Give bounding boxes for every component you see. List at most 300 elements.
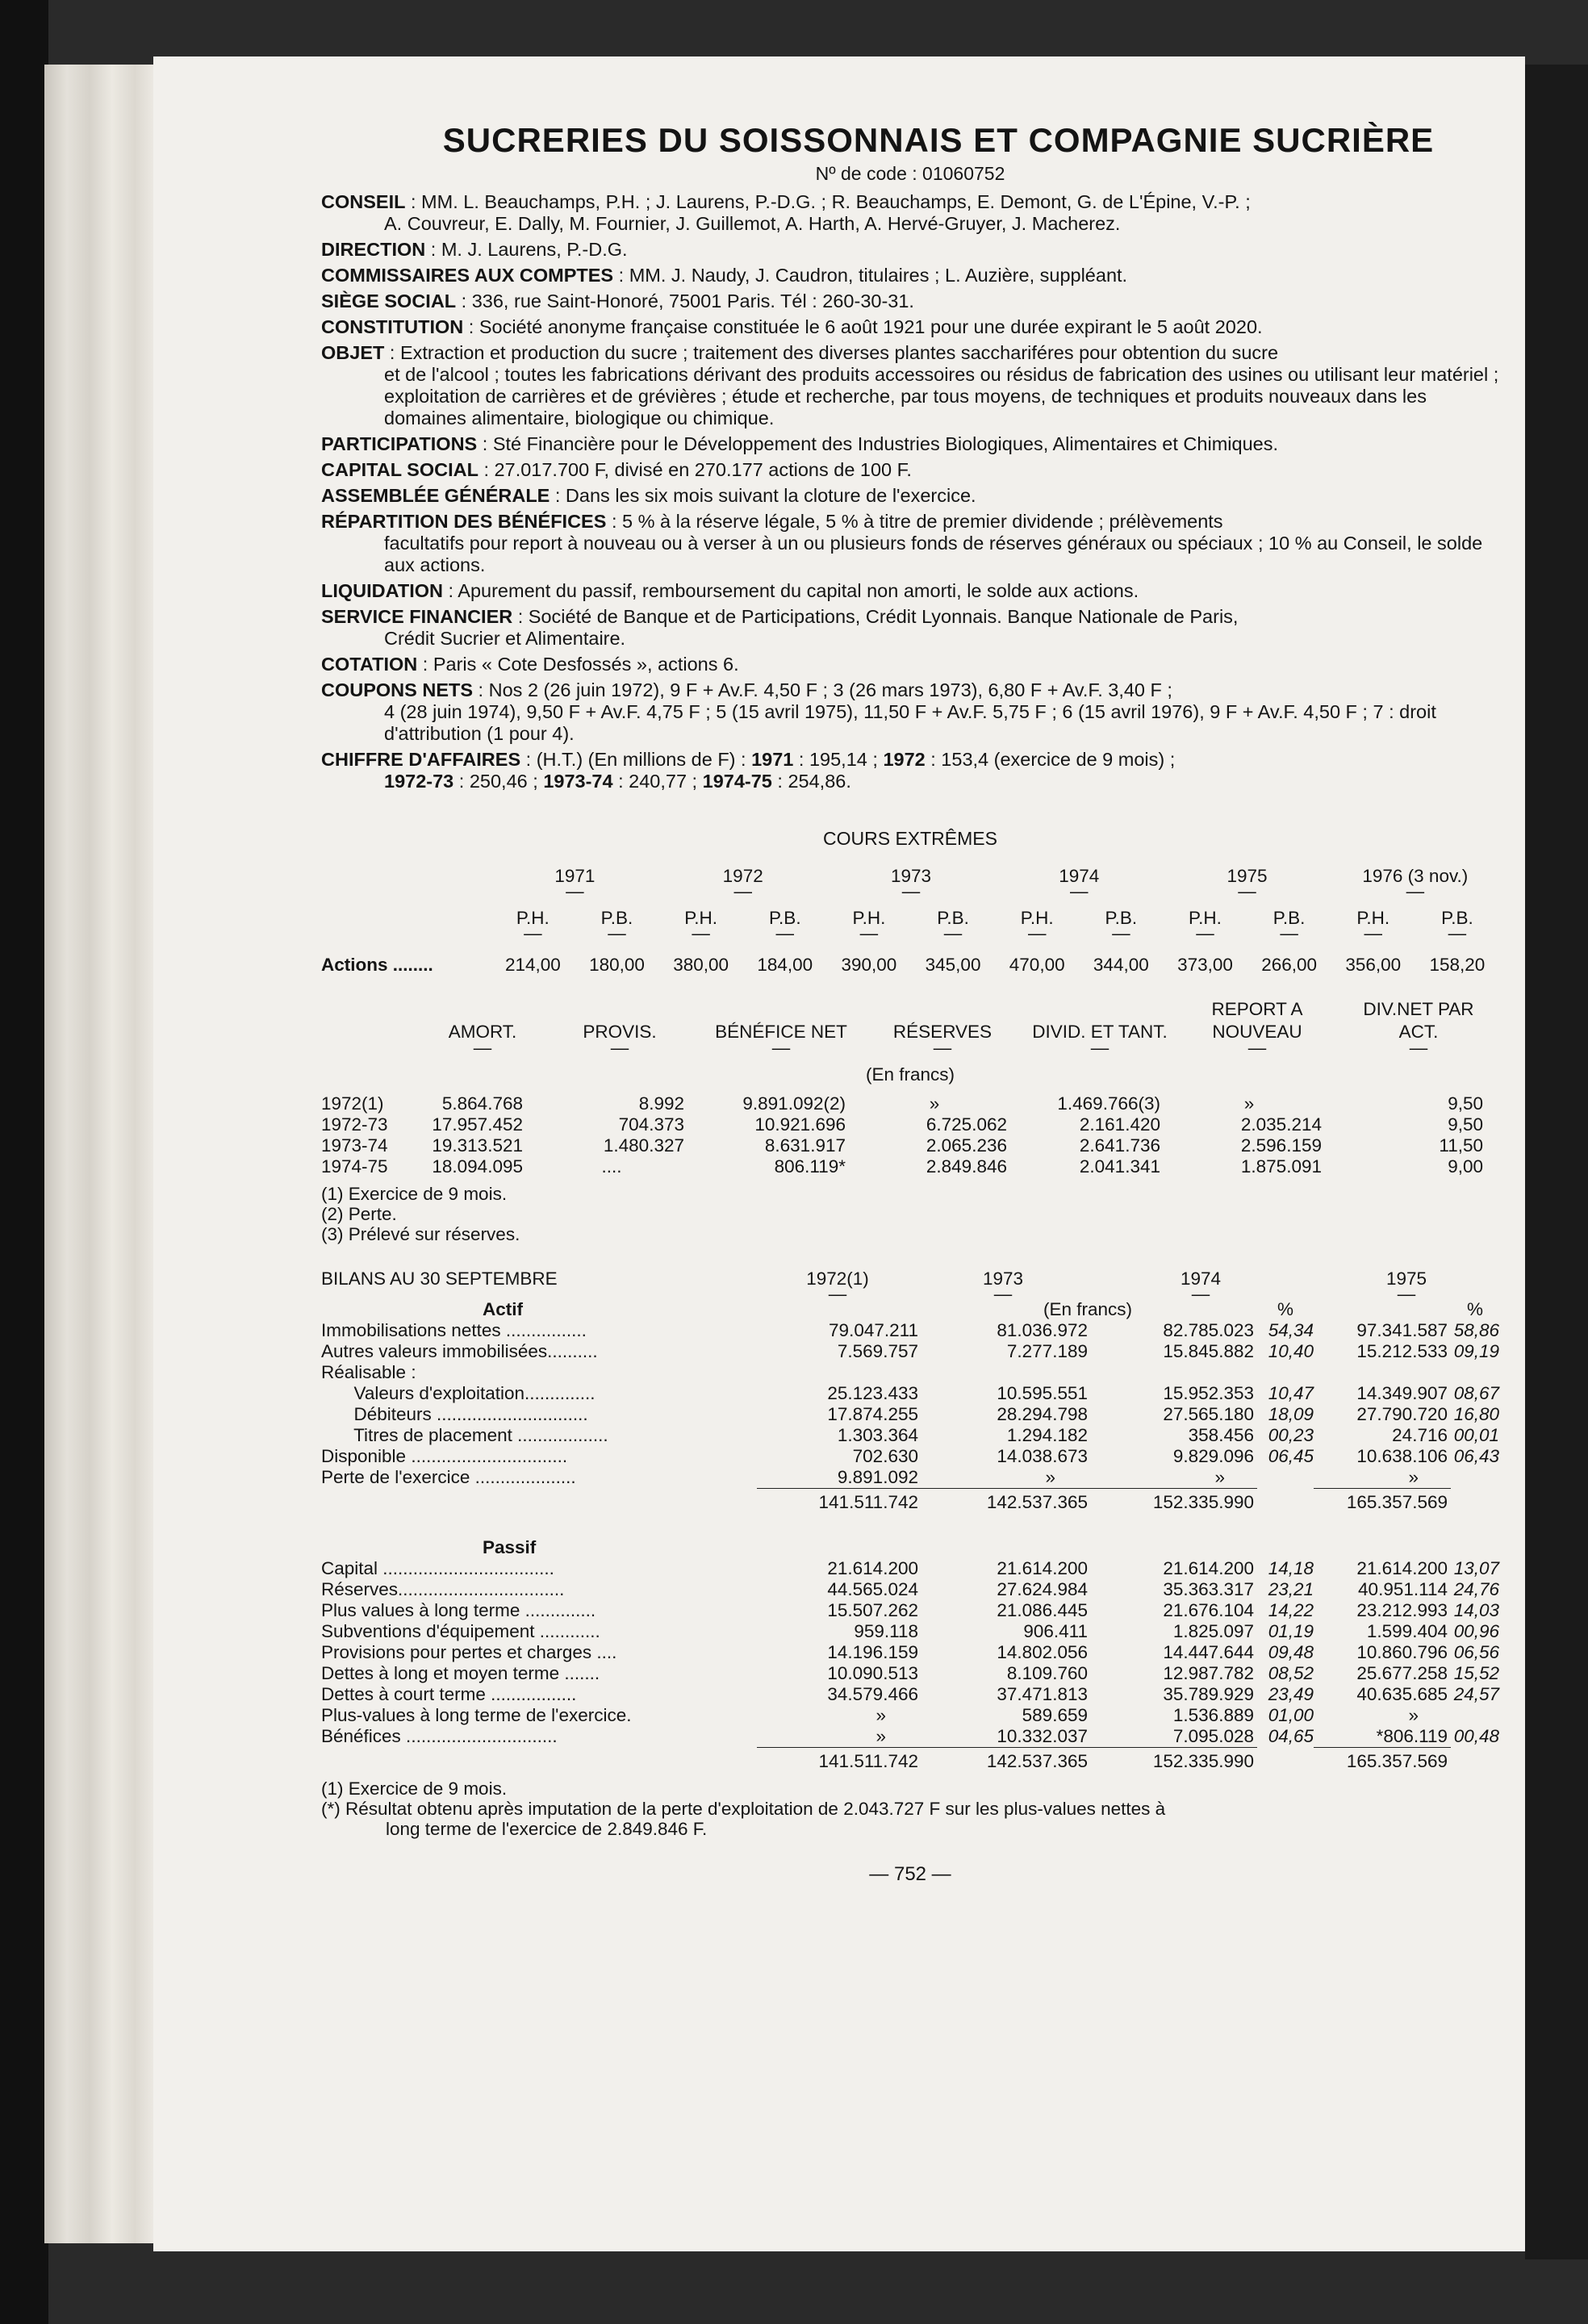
bilans-value: *806.119 [1376,1726,1448,1746]
cours-year: 1973 [890,866,932,886]
cours-dash: — [608,923,626,943]
bilans-value: » [875,1726,886,1746]
results-dash: — [933,1038,952,1058]
results-dash: — [1247,1038,1267,1058]
bilans-value: 81.036.972 [997,1320,1088,1340]
results-note: (3) Prélevé sur réserves. [321,1224,520,1244]
results-value: 9,50 [1448,1114,1483,1135]
info-paragraph [321,606,1499,650]
bilans-value: 21.676.104 [1163,1600,1254,1620]
cours-dash: — [733,881,752,901]
cours-value: 180,00 [589,955,645,975]
bilans-note: (*) Résultat obtenu après imputation de la perte d'exploitation de 2.043.727 F sur les plus-values nettes à [321,1799,1166,1819]
results-dash: — [610,1038,629,1058]
bilans-value: 1.294.182 [1006,1425,1088,1445]
cours-value: 344,00 [1093,955,1149,975]
bilans-item-label: Immobilisations nettes ................ [321,1320,587,1340]
bilans-value: 09,48 [1268,1642,1314,1662]
bilans-value: 10.090.513 [827,1663,918,1683]
results-unit: (En francs) [865,1064,955,1085]
bilans-spacer [1451,1489,1499,1514]
cours-dash: — [1406,881,1425,901]
bilans-value: 58,86 [1453,1320,1499,1340]
info-paragraph [321,191,1499,235]
bilans-item-label: Capital .................................. [321,1558,554,1578]
bilans-dash: — [1397,1284,1416,1304]
cours-value: 470,00 [1009,955,1065,975]
info-continuation: facultatifs pour report à nouveau ou à verser à un ou plusieurs fonds de réserves généraux ou spéciaux ; 10 % au Conseil, le solde aux actions. [384,533,1483,575]
bilans-value: 358.456 [1188,1425,1254,1445]
bilans-row [321,1726,1499,1748]
results-table [321,998,1499,1177]
info-paragraph [321,485,1499,507]
bilans-total-row [321,1489,1499,1514]
cours-value: 345,00 [925,955,981,975]
results-value: 2.161.420 [1079,1114,1160,1135]
bilans-row [321,1446,1499,1467]
info-label: CONSEIL [321,191,406,212]
results-note: (2) Perte. [321,1204,397,1224]
bilans-section-row [321,1299,1499,1320]
info-paragraph [321,316,1499,338]
cours-corner [321,908,491,929]
info-text: : MM. J. Naudy, J. Caudron, titulaires ; L. Auzière, suppléant. [613,265,1128,286]
bilans-value: 14.447.644 [1163,1642,1254,1662]
results-dash: — [771,1038,791,1058]
cours-ph: P.H. [1020,908,1054,928]
bilans-row [321,1684,1499,1705]
bilans-value: 10.332.037 [997,1726,1088,1746]
bilans-year: 1972(1) [806,1269,869,1289]
cours-dash: — [1238,881,1256,901]
bilans-value: » [1408,1705,1419,1725]
bilans-item-label: Titres de placement .................. [344,1425,608,1445]
bilans-dash: — [993,1284,1013,1304]
bilans-note: long terme de l'exercice de 2.849.846 F. [386,1819,708,1839]
bilans-value: 18,09 [1268,1404,1314,1424]
results-value: » [1243,1093,1255,1114]
bilans-value: 00,01 [1453,1425,1499,1445]
results-header: BÉNÉFICE NET [715,1022,847,1042]
cours-year: 1975 [1227,866,1268,886]
right-background [1525,65,1588,2259]
cours-row-label: Actions ........ [321,955,433,975]
bilans-unit: (En francs) [1043,1299,1133,1319]
info-label: CAPITAL SOCIAL [321,459,478,480]
bilans-item-label: Dettes à long et moyen terme ....... [321,1663,600,1683]
cours-year: 1976 (3 nov.) [1362,866,1469,886]
bilans-value: 7.095.028 [1172,1726,1254,1746]
bilans-value: 12.987.782 [1163,1663,1254,1683]
bilans-total: 141.511.742 [757,1748,918,1773]
cours-dash: — [1070,881,1089,901]
bilans-gap-row [321,1513,1499,1537]
bilans-section-label: Passif [483,1537,537,1557]
results-value: 2.596.159 [1240,1135,1322,1156]
info-label: SIÈGE SOCIAL [321,290,457,311]
results-value: 704.373 [618,1114,684,1135]
results-dash: — [1090,1038,1110,1058]
bilans-row [321,1320,1499,1341]
bilans-spacer [321,1513,757,1537]
cours-dash: — [1112,923,1130,943]
results-value: » [929,1093,940,1114]
bilans-value: 10.595.551 [997,1383,1088,1403]
bilans-value: 25.677.258 [1356,1663,1448,1683]
results-dash: — [1409,1038,1428,1058]
bilans-item-label: Provisions pour pertes et charges .... [321,1642,617,1662]
results-row [321,1135,1499,1156]
bilans-row [321,1404,1499,1425]
results-header: PROVIS. [583,1022,657,1042]
bilans-year: 1973 [982,1269,1024,1289]
bilans-value: 10,47 [1268,1383,1314,1403]
bilans-value: 14,22 [1268,1600,1314,1620]
info-continuation: et de l'alcool ; toutes les fabrications dérivant des produits accessoires ou résidus de fabrication des usines ou utilisant leur matériel ; exploitation de carrières et de grévières ; étude et recherche, par tous moyens, de techniques et produits nouveaux dans les domaines alimentaire, biologique ou chimique. [384,364,1499,428]
bilans-notes [321,1779,1499,1839]
info-text: : Apurement du passif, remboursement du capital non amorti, le solde aux actions. [443,580,1139,601]
results-value: 11,50 [1439,1135,1483,1156]
info-label: OBJET [321,342,385,363]
bilans-row [321,1425,1499,1446]
cours-pb: P.B. [768,908,801,928]
bilans-value: 1.303.364 [837,1425,918,1445]
cours-dash: — [1027,923,1047,943]
bilans-row [321,1600,1499,1621]
bilans-value [1314,1362,1451,1383]
cours-phpb-row [321,908,1499,929]
bilans-value: » [1214,1467,1225,1487]
cours-value: 184,00 [757,955,813,975]
bilans-item-label: Dettes à court terme ................. [321,1684,577,1704]
bilans-item-label: Plus-values à long terme de l'exercice. [321,1705,632,1725]
bilans-year: 1974 [1180,1269,1222,1289]
bilans-item-label: Subventions d'équipement ............ [321,1621,600,1641]
info-label: COUPONS NETS [321,679,474,700]
results-row [321,1156,1499,1177]
results-value: 8.992 [638,1093,684,1114]
cours-dash: — [775,923,795,943]
chiffre-affaires: CHIFFRE D'AFFAIRES : (H.T.) (En millions de F) : 1971 : 195,14 ; 1972 : 153,4 (exercice de 9 mois) ; 1972-73 : 250,46 ; 1973-74 : 240,77 ; 1974-75 : 254,86. [321,749,1176,792]
results-header: DIV.NET PAR ACT. [1363,999,1474,1042]
bilans-value: 17.874.255 [827,1404,918,1424]
bilans-value: 21.086.445 [997,1600,1088,1620]
bilans-value: 21.614.200 [827,1558,918,1578]
bilans-item-label: Autres valeurs immobilisées.......... [321,1341,598,1361]
bilans-value: 15.845.882 [1163,1341,1254,1361]
bilans-row [321,1341,1499,1362]
bilans-pct-header: % [1277,1299,1293,1319]
bilans-item-label: Disponible ............................... [321,1446,568,1466]
bilans-spacer [1257,1489,1314,1514]
results-value: 17.957.452 [432,1114,523,1135]
bilans-value: 16,80 [1453,1404,1499,1424]
bilans-value: 06,43 [1453,1446,1499,1466]
bilans-value: 7.569.757 [837,1341,918,1361]
cours-dash: — [524,923,542,943]
bilans-value [1088,1362,1257,1383]
bilans-value: 35.789.929 [1163,1684,1254,1704]
results-year: 1972(1) [321,1093,384,1114]
bilans-row [321,1579,1499,1600]
bilans-value: 15.952.353 [1163,1383,1254,1403]
cours-value: 380,00 [673,955,729,975]
bilans-value: 1.536.889 [1172,1705,1254,1725]
cours-extremes-table [321,866,1499,976]
info-text: : 336, rue Saint-Honoré, 75001 Paris. Tél : 260-30-31. [456,290,914,311]
bilans-item-label: Réalisable : [321,1362,416,1382]
bilans-value: 8.109.760 [1006,1663,1088,1683]
bilans-value: 06,56 [1453,1642,1499,1662]
book-binding-shadow [0,0,48,2324]
bilans-row [321,1621,1499,1642]
cours-value: 214,00 [504,955,561,975]
bilans-value [1257,1467,1314,1489]
page-stack-edge [44,65,157,2243]
bilans-value: 21.614.200 [997,1558,1088,1578]
info-label: COTATION [321,654,418,675]
cours-ph: P.H. [516,908,550,928]
bilans-value: 14.802.056 [997,1642,1088,1662]
results-row [321,1093,1499,1114]
bilans-value: 00,96 [1453,1621,1499,1641]
bilans-value: 13,07 [1453,1558,1499,1578]
bilans-spacer [1451,1748,1499,1773]
bilans-total: 142.537.365 [918,1489,1088,1514]
cours-dash: — [1448,923,1467,943]
bilans-value: 14,03 [1453,1600,1499,1620]
cours-ph: P.H. [684,908,718,928]
results-value: 2.035.214 [1240,1114,1322,1135]
results-dash-row [321,1043,1499,1053]
bilans-spacer [321,1748,757,1773]
bilans-item-label: Débiteurs .............................. [344,1404,588,1424]
info-paragraph [321,580,1499,602]
bilans-value: 01,00 [1268,1705,1314,1725]
info-text: : 27.017.700 F, divisé en 270.177 actions de 100 F. [478,459,912,480]
bilans-value: 24.716 [1392,1425,1448,1445]
cours-ph: P.H. [1356,908,1390,928]
bilans-value: 906.411 [1023,1621,1088,1641]
bilans-total: 152.335.990 [1088,1489,1257,1514]
bilans-value: 14.349.907 [1356,1383,1448,1403]
results-value: 9,00 [1448,1156,1483,1177]
cours-dash: — [1196,923,1214,943]
info-continuation: A. Couvreur, E. Dally, M. Fournier, J. Guillemot, A. Harth, A. Hervé-Gruyer, J. Macherez. [384,213,1121,234]
bilans-value: 15.212.533 [1356,1341,1448,1361]
bilans-value: 82.785.023 [1163,1320,1254,1340]
bilans-pct-header: % [1466,1299,1483,1319]
results-value: 2.849.846 [926,1156,1007,1177]
bilans-value: 23.212.993 [1356,1600,1448,1620]
cours-corner [321,929,491,938]
cours-dash: — [566,881,584,901]
bilans-value: 27.565.180 [1163,1404,1254,1424]
bilans-item-label: Réserves................................. [321,1579,565,1599]
bilans-value: 27.790.720 [1356,1404,1448,1424]
results-unit-row [321,1053,1499,1093]
results-value: 1.469.766(3) [1057,1093,1160,1114]
bilans-item-label: Plus values à long terme .............. [321,1600,596,1620]
results-value: 19.313.521 [432,1135,523,1156]
info-paragraph [321,459,1499,481]
cours-dash-row [321,887,1499,908]
results-header-row [321,998,1499,1043]
bilans-value: 06,45 [1268,1446,1314,1466]
info-label: DIRECTION [321,239,426,260]
bilans-item-label: Bénéfices .............................. [321,1726,558,1747]
bilans-value: 10,40 [1268,1341,1314,1361]
bilans-value: 09,19 [1453,1341,1499,1361]
bilans-value: 7.277.189 [1006,1341,1088,1361]
results-value: 1.875.091 [1240,1156,1322,1177]
bilans-row [321,1362,1499,1383]
bilans-value: 25.123.433 [827,1383,918,1403]
bilans-item-label: Perte de l'exercice .................... [321,1467,576,1488]
bilans-value: 08,52 [1268,1663,1314,1683]
bilans-value: 37.471.813 [997,1684,1088,1704]
bilans-value: 702.630 [852,1446,918,1466]
info-text: : Société anonyme française constituée le 6 août 1921 pour une durée expirant le 5 août 2020. [463,316,1263,337]
bilans-total: 165.357.569 [1314,1748,1451,1773]
bilans-value: 14.196.159 [827,1642,918,1662]
bilans-value: 35.363.317 [1163,1579,1254,1599]
bilans-row [321,1705,1499,1726]
bilans-section-label: Actif [483,1299,523,1319]
cours-pb: P.B. [1272,908,1306,928]
bilans-year: 1975 [1385,1269,1427,1289]
cours-ph: P.H. [852,908,886,928]
bilans-value: 24,76 [1453,1579,1499,1599]
bilans-value: 15,52 [1453,1663,1499,1683]
bilans-total: 141.511.742 [757,1489,918,1514]
results-header: RÉSERVES [892,1022,992,1042]
bilans-dash: — [828,1284,847,1304]
bilans-table [321,1269,1499,1772]
results-value: 1.480.327 [603,1135,684,1156]
results-notes [321,1184,1499,1244]
results-header: DIVID. ET TANT. [1032,1022,1168,1042]
results-year: 1974-75 [321,1156,388,1177]
bilans-value: 23,21 [1268,1579,1314,1599]
info-text: : Extraction et production du sucre ; traitement des diverses plantes sacchariféres pour obtention du sucre [384,342,1279,363]
bilans-value: 08,67 [1453,1383,1499,1403]
results-value: 2.641.736 [1079,1135,1160,1156]
bilans-year-row [321,1269,1499,1289]
cours-dash: — [692,923,710,943]
cours-pb: P.B. [1441,908,1473,928]
info-label: COMMISSAIRES AUX COMPTES [321,265,614,286]
bilans-value: 04,65 [1268,1726,1314,1747]
company-info-sections [321,191,1499,745]
info-paragraph [321,265,1499,286]
bilans-value: 14.038.673 [997,1446,1088,1466]
info-text: : 5 % à la réserve légale, 5 % à titre de premier dividende ; prélèvements [606,511,1223,532]
bilans-row [321,1558,1499,1579]
bilans-value: 1.599.404 [1366,1621,1448,1641]
bilans-total: 165.357.569 [1314,1489,1451,1514]
results-note: (1) Exercice de 9 mois. [321,1184,508,1204]
info-paragraph [321,290,1499,312]
bilans-value: » [1408,1467,1419,1487]
info-text: : MM. L. Beauchamps, P.H. ; J. Laurens, P.-D.G. ; R. Beauchamps, E. Demont, G. de L'Épine, V.-P. ; [405,191,1251,212]
bilans-value [757,1362,918,1383]
bilans-value: 9.829.096 [1172,1446,1254,1466]
bilans-value: 97.341.587 [1356,1320,1448,1340]
bilans-value: 01,19 [1268,1621,1314,1641]
cours-pb: P.B. [1105,908,1138,928]
results-value: 2.065.236 [926,1135,1007,1156]
bilans-value: 54,34 [1268,1320,1314,1340]
results-header: AMORT. [448,1022,517,1042]
cours-year: 1972 [722,866,763,886]
info-continuation: Crédit Sucrier et Alimentaire. [384,628,626,649]
bilans-value: 40.951.114 [1358,1579,1448,1599]
bilans-value: » [875,1705,886,1725]
bilans-item-label: Valeurs d'exploitation.............. [344,1383,596,1403]
bilans-total-row [321,1748,1499,1773]
results-year: 1972-73 [321,1114,388,1135]
bilans-value [1451,1467,1499,1489]
bilans-title: BILANS AU 30 SEPTEMBRE [321,1269,558,1289]
results-value: 8.631.917 [764,1135,846,1156]
bilans-value: 10.860.796 [1356,1642,1448,1662]
bilans-row [321,1383,1499,1404]
results-header: REPORT A NOUVEAU [1211,999,1303,1042]
info-label: ASSEMBLÉE GÉNÉRALE [321,485,550,506]
company-code: Nº de code : 01060752 [815,163,1005,184]
cours-actions-row [321,938,1499,976]
bilans-value [1451,1705,1499,1726]
bilans-value: 00,48 [1453,1726,1499,1747]
results-value: 9.891.092(2) [742,1093,846,1114]
page-number: — 752 — [869,1863,951,1885]
cours-year: 1971 [554,866,596,886]
bilans-value: » [1045,1467,1055,1487]
bilans-dash-row [321,1289,1499,1299]
bilans-note: (1) Exercice de 9 mois. [321,1779,508,1799]
bilans-row [321,1467,1499,1489]
company-title: SUCRERIES DU SOISSONNAIS ET COMPAGNIE SUCRIÈRE [442,121,1435,159]
bilans-value: 79.047.211 [829,1320,918,1340]
cours-dash: — [943,923,963,943]
bilans-value: 9.891.092 [837,1467,918,1487]
info-text: : Sté Financière pour le Développement des Industries Biologiques, Alimentaires et Chimiques. [477,433,1278,454]
info-paragraph [321,342,1499,429]
bilans-value [1257,1362,1314,1383]
cours-corner [321,866,491,887]
cours-title: COURS EXTRÊMES [823,828,997,849]
bilans-value: 959.118 [854,1621,918,1641]
results-dash: — [473,1038,492,1058]
bilans-value: 21.614.200 [1356,1558,1448,1578]
bilans-value [1451,1362,1499,1383]
info-text: : Société de Banque et de Participations, Crédit Lyonnais. Banque Nationale de Paris, [512,606,1239,627]
cours-year: 1974 [1059,866,1100,886]
results-value: 5.864.768 [441,1093,523,1114]
bilans-total: 142.537.365 [918,1748,1088,1773]
bilans-value: 24,57 [1453,1684,1499,1704]
info-paragraph [321,679,1499,745]
results-corner [321,998,426,1043]
cours-pb: P.B. [937,908,969,928]
bilans-value: 34.579.466 [827,1684,918,1704]
info-text: : M. J. Laurens, P.-D.G. [425,239,628,260]
info-label: RÉPARTITION DES BÉNÉFICES [321,511,607,532]
cours-dash: — [1364,923,1382,943]
bilans-value: 14,18 [1268,1558,1314,1578]
cours-dash: — [901,881,921,901]
